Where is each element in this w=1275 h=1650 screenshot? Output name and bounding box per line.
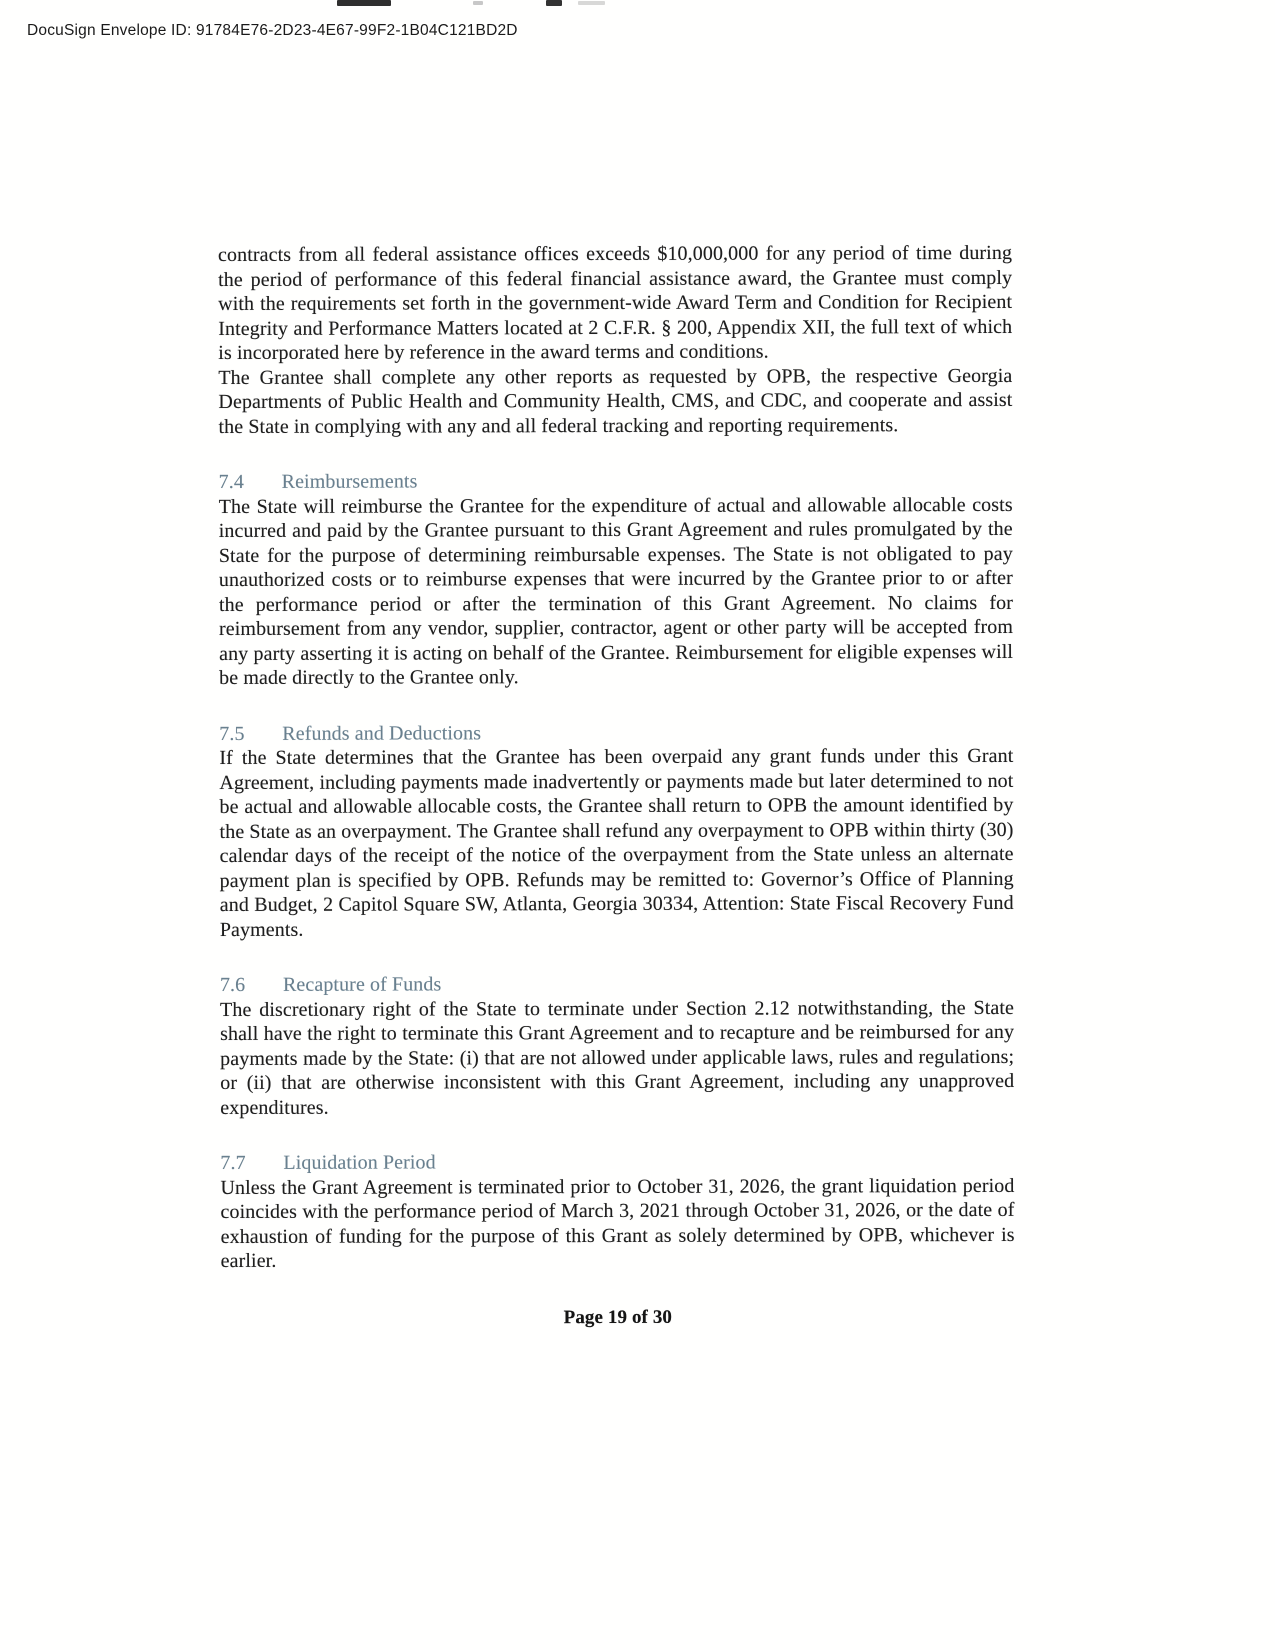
paragraph-contracts-continuation: contracts from all federal assistance offices exceeds $10,000,000 for any period of time during the period of performance of this federal financial assistance award, the Grantee must comply with the requirements set forth in the government-wide Award Term and Condition for Recipient Integrity and Performance Matters located at 2 C.F.R. § 200, Appendix XII, the full text of which is incorporated here by reference in the award terms and conditions.	[218, 241, 1013, 364]
scan-artifact	[337, 0, 391, 6]
section-title: Recapture of Funds	[282, 973, 442, 996]
page-number: Page 19 of 30	[563, 1306, 673, 1328]
docusign-envelope-id: DocuSign Envelope ID: 91784E76-2D23-4E67-99F2-1B04C121BD2D	[27, 22, 518, 39]
section-number: 7.5	[219, 722, 245, 745]
section-number: 7.4	[218, 470, 244, 493]
document-body	[218, 241, 1015, 1331]
section-number: 7.7	[220, 1151, 246, 1174]
section-body-recapture-of-funds: The discretionary right of the State to terminate under Section 2.12 notwithstanding, the State shall have the right to terminate this Grant Agreement and to recapture and be reimbursed for any payments made by the State: (i) that are not allowed under applicable laws, rules and regulations; or (ii) that are otherwise inconsistent with this Grant Agreement, including any unapproved expenditures.	[219, 996, 1015, 1119]
section-title: Liquidation Period	[283, 1151, 436, 1174]
section-heading-reimbursements	[219, 468, 1013, 495]
scan-artifact	[546, 0, 562, 6]
section-body-reimbursements: The State will reimburse the Grantee for the expenditure of actual and allowable allocable costs incurred and paid by the Grantee pursuant to this Grant Agreement and rules promulgated by the State for the purpose of determining reimbursable expenses. The State is not obligated to pay unauthorized costs or to reimburse expenses that were incurred by the Grantee prior to or after the performance period or after the termination of this Grant Agreement. No claims for reimbursement from any vendor, supplier, contractor, agent or other party will be accepted from any party asserting it is acting on behalf of the Grantee. Reimbursement for eligible expenses will be made directly to the Grantee only.	[218, 493, 1014, 689]
scan-artifact	[473, 1, 483, 5]
section-title: Refunds and Deductions	[282, 721, 482, 745]
section-heading-refunds-and-deductions	[219, 719, 1013, 746]
scan-artifact	[578, 1, 605, 5]
paragraph-grantee-reports: The Grantee shall complete any other reports as requested by OPB, the respective Georgia Departments of Public Health and Community Health, CMS, and CDC, and cooperate and assist the State in complying with any and all federal tracking and reporting requirements.	[218, 364, 1013, 438]
section-body-refunds-and-deductions: If the State determines that the Grantee has been overpaid any grant funds under this Grant Agreement, including payments made inadvertently or payments made but later determined to not be actual and allowable allocable costs, the Grantee shall return to OPB the amount identified by the State as an overpayment. The Grantee shall refund any overpayment to OPB within thirty (30) calendar days of the receipt of the notice of the overpayment from the State unless an alternate payment plan is specified by OPB. Refunds may be remitted to: Governor’s Office of Planning and Budget, 2 Capitol Square SW, Atlanta, Georgia 30334, Attention: State Fiscal Recovery Fund Payments.	[219, 744, 1014, 941]
section-heading-liquidation-period	[220, 1149, 1014, 1176]
section-body-liquidation-period: Unless the Grant Agreement is terminated prior to October 31, 2026, the grant liquidation period coincides with the performance period of March 3, 2021 through October 31, 2026, or the date of exhaustion of funding for the purpose of this Grant as solely determined by OPB, whichever is earlier.	[220, 1174, 1015, 1272]
section-heading-recapture-of-funds	[220, 971, 1014, 998]
section-title: Reimbursements	[281, 470, 418, 493]
section-number: 7.6	[219, 973, 246, 996]
